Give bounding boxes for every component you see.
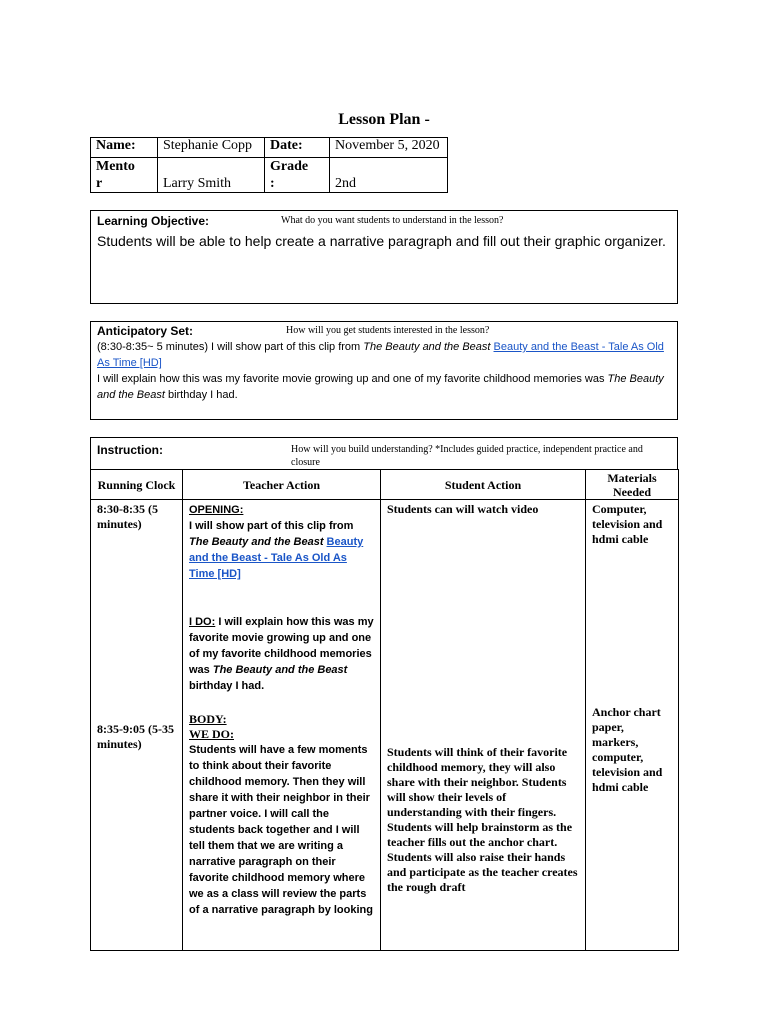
instruction-label: Instruction:	[97, 443, 163, 457]
as-line2-text: I will explain how this was my favorite movie growing up and one of my favorite childhood memories was	[97, 373, 608, 385]
grade-value: 2nd	[330, 158, 448, 193]
running-clock-cell	[91, 500, 183, 951]
mentor-label	[91, 158, 158, 193]
materials-opening: Computer, television and hdmi cable	[592, 502, 663, 546]
col-header-running-clock: Running Clock	[91, 470, 183, 500]
col-header-student-action: Student Action	[381, 470, 586, 500]
ido-label: I DO:	[189, 616, 216, 628]
opening-video-link[interactable]: Beauty and the Beast - Tale As Old As Time [HD]	[189, 536, 364, 580]
date-label: Date:	[265, 138, 330, 158]
as-video-link[interactable]: Beauty and the Beast - Tale As Old As Time [HD]	[97, 341, 664, 369]
name-value: Stephanie Copp	[158, 138, 265, 158]
page-title: Lesson Plan -	[338, 111, 430, 128]
opening-movie-title: The Beauty and the Beast	[189, 536, 324, 548]
teacher-action-cell	[183, 500, 381, 951]
mentor-label-line1: Mento	[96, 159, 135, 174]
col-header-materials: Materials Needed	[586, 470, 679, 500]
clock-opening: 8:30-8:35 (5 minutes)	[97, 502, 158, 531]
anticipatory-set-label: Anticipatory Set:	[97, 324, 194, 338]
wedo-text: Students will have a few moments to think about their favorite childhood memory. Then they will share it with their neighbor in their partner voice. I will call the students back together and I will tell them that we are writing a narrative paragraph on their favorite childhood memory where we as a class will review the parts of a narrative paragraph by looking	[189, 744, 373, 916]
student-action-body: Students will think of their favorite childhood memory, they will also share with their neighbor. Students will show their levels of understanding with their fingers. Students will help brainstorm as the teacher fills out the anchor chart. Students will also raise their hands and participate as the teacher creates the rough draft	[387, 745, 578, 894]
grade-label-line1: Grade	[270, 159, 309, 174]
ido-text: I will explain how this was my favorite movie growing up and one of my favorite childhood memories was	[189, 616, 374, 676]
mentor-label-line2: r	[96, 176, 103, 191]
info-table	[90, 137, 448, 193]
instruction-prompt: How will you build understanding? *Includes guided practice, independent practice and closure	[291, 444, 643, 468]
mentor-value: Larry Smith	[158, 158, 265, 193]
grade-label	[265, 158, 330, 193]
as-line1-text: (8:30-8:35~ 5 minutes) I will show part of this clip from	[97, 341, 364, 353]
anticipatory-set-text	[97, 339, 673, 403]
ido-text-end: birthday I had.	[189, 680, 265, 692]
student-action-cell	[381, 500, 586, 951]
as-line2-end: birthday I had.	[164, 389, 238, 401]
name-label: Name:	[91, 138, 158, 158]
learning-objective-label: Learning Objective:	[97, 214, 210, 228]
opening-label: OPENING:	[189, 504, 244, 516]
as-movie-title-2: The Beauty and the Beast	[97, 373, 664, 401]
learning-objective-prompt: What do you want students to understand in the lesson?	[281, 215, 504, 226]
opening-text: I will show part of this clip from	[189, 520, 354, 532]
materials-cell	[586, 500, 679, 951]
wedo-label: WE DO:	[189, 727, 234, 741]
teacher-ido	[189, 614, 374, 694]
ido-movie-title: The Beauty and the Beast	[212, 664, 348, 676]
anticipatory-set-prompt: How will you get students interested in the lesson?	[286, 325, 490, 336]
instruction-header	[90, 437, 678, 470]
date-value: November 5, 2020	[330, 138, 448, 158]
learning-objective-box	[90, 210, 678, 304]
student-action-opening: Students can will watch video	[387, 502, 539, 516]
clock-body: 8:35-9:05 (5-35 minutes)	[97, 722, 174, 751]
instruction-table	[90, 469, 679, 951]
col-header-teacher-action: Teacher Action	[183, 470, 381, 500]
learning-objective-text: Students will be able to help create a narrative paragraph and fill out their graphic organizer.	[97, 233, 666, 249]
anticipatory-set-box	[90, 321, 678, 420]
body-label: BODY:	[189, 712, 227, 726]
materials-body: Anchor chart paper, markers, computer, television and hdmi cable	[592, 705, 663, 794]
grade-label-line2: :	[270, 176, 275, 191]
as-movie-title: The Beauty and the Beast	[363, 341, 491, 353]
teacher-opening	[189, 502, 374, 582]
